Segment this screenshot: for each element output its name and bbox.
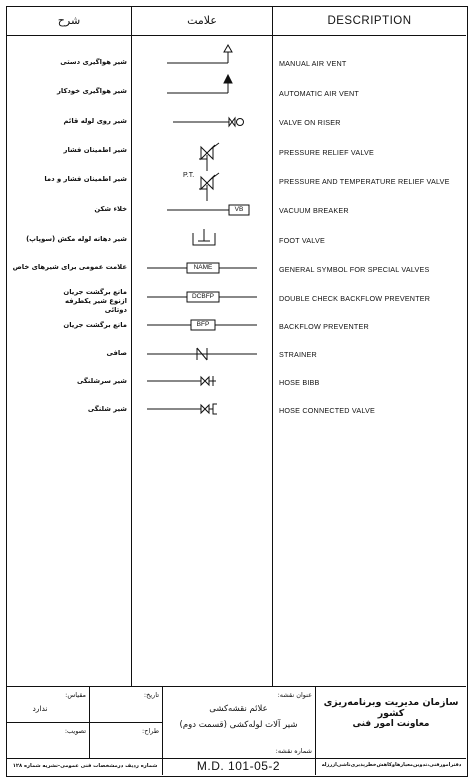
row-en-double-check: DOUBLE CHECK BACKFLOW PREVENTER: [279, 294, 431, 303]
row-en-general-special: GENERAL SYMBOL FOR SPECIAL VALVES: [279, 265, 430, 274]
title-block-mid-left: [7, 722, 162, 723]
row-fa-double-check: مانع برگشت جریان ازنوع شیر یکطرفه دوتائی: [63, 288, 127, 314]
symbol-label-bfp: BFP: [196, 321, 210, 328]
row-en-backflow: BACKFLOW PREVENTER: [279, 322, 369, 331]
drawing-number-label: شماره نقشه:: [275, 747, 312, 755]
date-label: تاریخ:: [143, 691, 159, 699]
symbol-label-pt: P.T.: [183, 172, 195, 179]
row-en-pressure-relief: PRESSURE RELIEF VALVE: [279, 148, 375, 157]
pressure-temperature-relief-valve-symbol: [199, 173, 219, 201]
row-fa-valve-on-riser: شیر روی لوله قائم: [63, 117, 127, 125]
header-alamat: علامت: [187, 14, 217, 27]
header-sharh: شرح: [57, 14, 81, 27]
header-description: DESCRIPTION: [327, 15, 412, 27]
org-name: سازمان مدیریت وبرنامه‌ریزی کشور: [323, 697, 459, 719]
pressure-relief-valve-symbol: [199, 143, 219, 171]
row-fa-strainer: صافی: [106, 349, 127, 357]
title-block-col-2: [162, 686, 163, 758]
row-fa-manual-air-vent: شیر هواگیری دستی: [60, 58, 127, 66]
title-block-top: [7, 686, 466, 687]
drawing-title-line1: علائم نقشه‌کشی: [209, 704, 268, 714]
valve-on-riser-symbol: [173, 118, 244, 126]
row-en-vacuum-breaker: VACUUM BREAKER: [279, 206, 349, 215]
row-fa-pressure-relief: شیر اطمینان فشار: [63, 146, 127, 154]
strainer-symbol: [147, 348, 257, 360]
symbol-label-name: NAME: [193, 264, 213, 271]
designer-label: طراح:: [142, 727, 159, 735]
automatic-air-vent-symbol: [167, 75, 232, 93]
symbol-label-dcbfp: DCBFP: [191, 293, 215, 300]
title-block-number-divider: [162, 758, 163, 775]
publication-reference: شماره ردیف درمشخصات فنی عمومی-نشریه شماره ۱۲۸: [12, 763, 158, 769]
drawing-number: M.D. 101-05-2: [196, 759, 281, 773]
row-en-valve-on-riser: VALVE ON RISER: [279, 118, 341, 127]
org-office: دفترامورفنی،تدوین‌معیارهاوکاهش‌خطرپذیری‌ناشی‌ازرزله: [321, 762, 462, 768]
hose-bibb-symbol: [147, 376, 216, 386]
scale-label: مقیاس:: [65, 691, 86, 699]
foot-valve-symbol: [193, 229, 215, 245]
row-fa-vacuum-breaker: خلاء شکن: [94, 205, 127, 213]
row-en-hose-connected: HOSE CONNECTED VALVE: [279, 406, 375, 415]
drawing-title-label: عنوان نقشه:: [277, 691, 312, 699]
row-fa-general-special: علامت عمومی برای شیرهای خاص: [12, 263, 127, 271]
scale-value: ندارد: [32, 704, 48, 713]
row-en-manual-air-vent: MANUAL AIR VENT: [279, 59, 347, 68]
row-fa-hose-bibb: شیر سرشلنگی: [76, 377, 127, 385]
row-en-strainer: STRAINER: [279, 350, 317, 359]
manual-air-vent-symbol: [167, 45, 232, 63]
row-en-pt-relief: PRESSURE AND TEMPERATURE RELIEF VALVE: [279, 177, 450, 186]
row-fa-backflow: مانع برگشت جریان: [63, 321, 127, 329]
row-en-hose-bibb: HOSE BIBB: [279, 378, 320, 387]
row-fa-pt-relief: شیر اطمینان فشار و دما: [44, 175, 127, 183]
org-department: معاونت امور فنی: [352, 719, 430, 729]
row-en-automatic-air-vent: AUTOMATIC AIR VENT: [279, 89, 360, 98]
row-fa-automatic-air-vent: شیر هواگیری خودکار: [57, 87, 127, 95]
drawing-title-line2: شیر آلات لوله‌کشی (قسمت دوم): [179, 720, 298, 730]
row-fa-foot-valve: شیر دهانه لوله مکش (سوپاپ): [26, 235, 127, 243]
symbol-label-vb: VB: [234, 206, 244, 213]
symbols-drawing: [7, 7, 469, 686]
hose-connected-valve-symbol: [147, 404, 217, 414]
drawing-sheet: [6, 6, 468, 777]
row-en-foot-valve: FOOT VALVE: [279, 236, 325, 245]
row-fa-hose-connected: شیر شلنگی: [87, 405, 127, 413]
title-block-col-1: [315, 686, 316, 775]
approval-label: تصویب:: [64, 727, 86, 735]
